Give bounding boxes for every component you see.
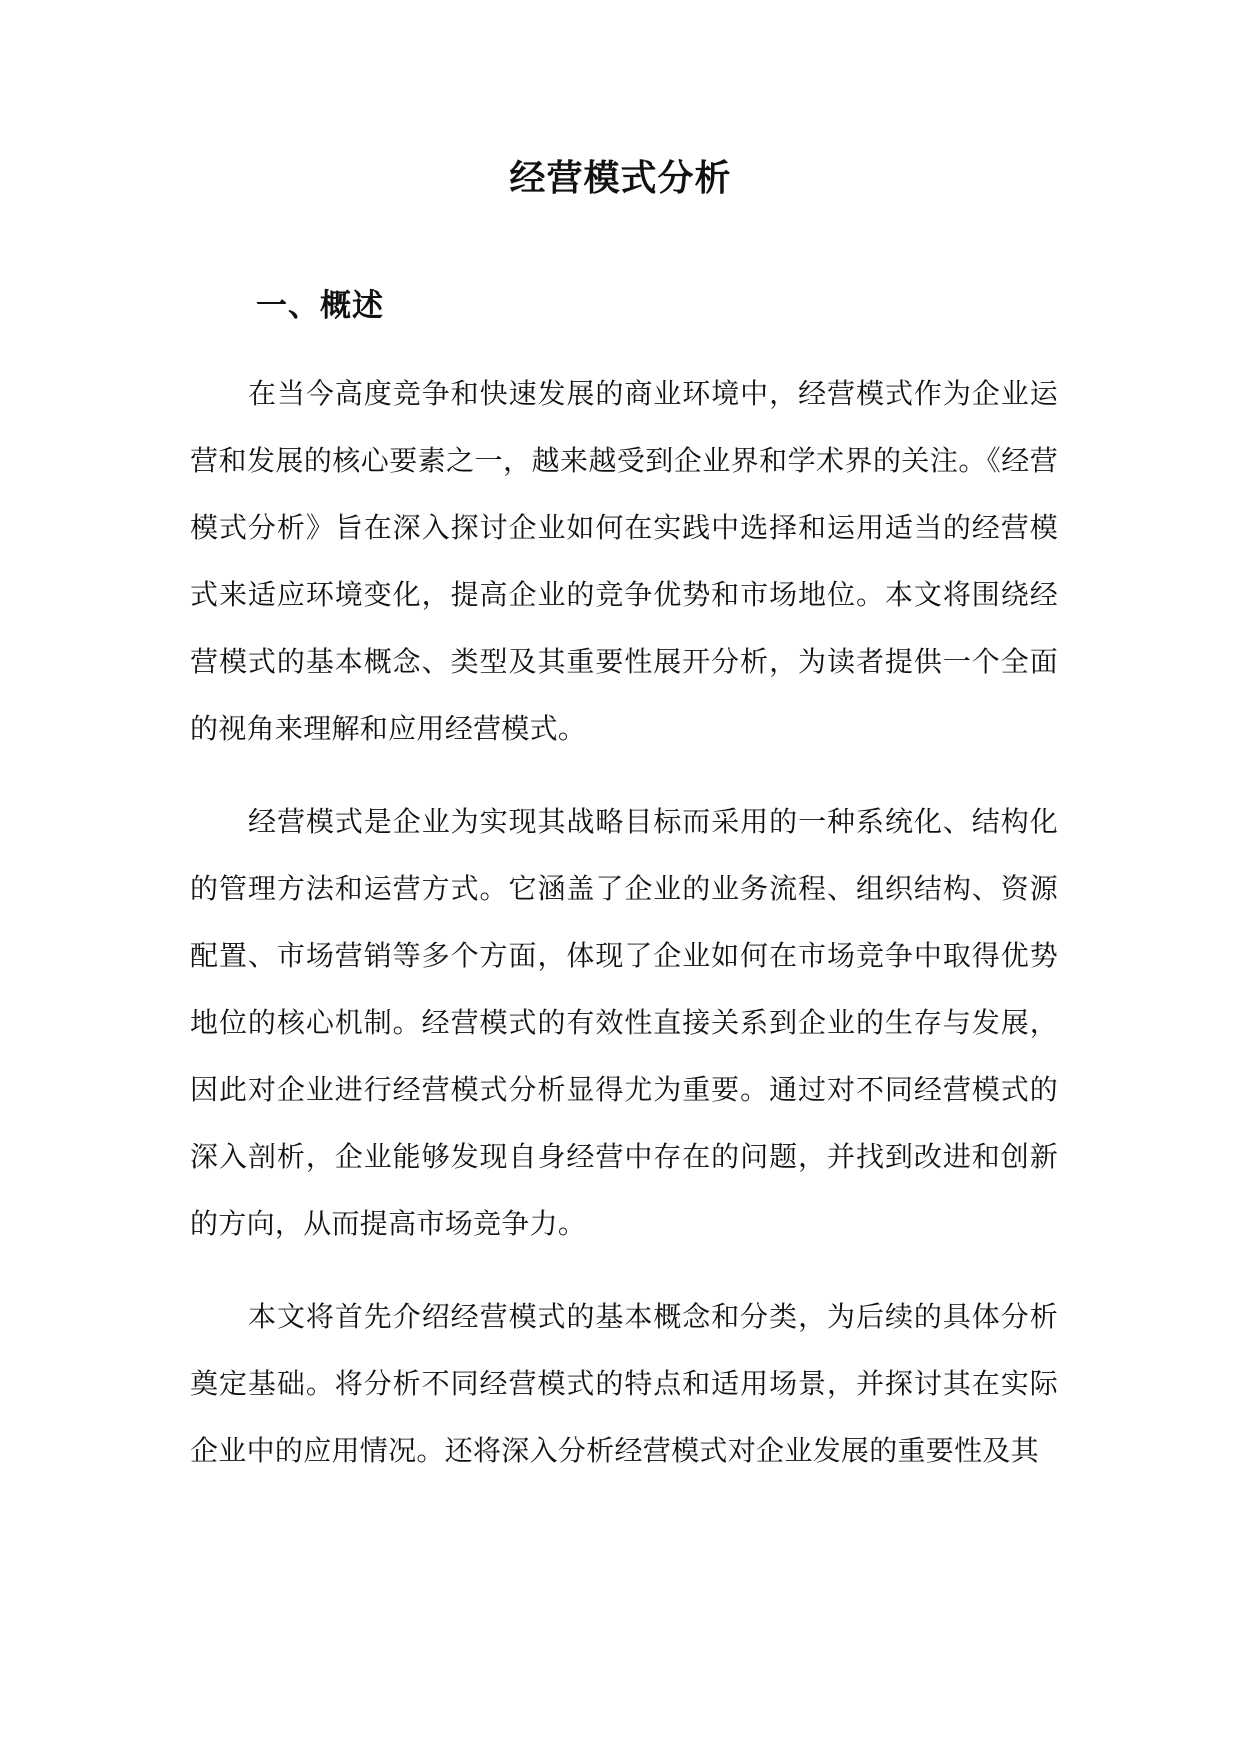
- body-text: [190, 360, 1058, 1510]
- paragraph: 经营模式是企业为实现其战略目标而采用的一种系统化、结构化的管理方法和运营方式。它涵盖了企业的业务流程、组织结构、资源配置、市场营销等多个方面，体现了企业如何在市场竞争中取得优势地位的核心机制。经营模式的有效性直接关系到企业的生存与发展，因此对企业进行经营模式分析显得尤为重要。通过对不同经营模式的深入剖析，企业能够发现自身经营中存在的问题，并找到改进和创新的方向，从而提高市场竞争力。: [190, 805, 1058, 1240]
- document-title: 经营模式分析: [509, 157, 732, 199]
- paragraph: 本文将首先介绍经营模式的基本概念和分类，为后续的具体分析奠定基础。将分析不同经营模式的特点和适用场景，并探讨其在实际企业中的应用情况。还将深入分析经营模式对企业发展的重要性及其: [190, 1300, 1058, 1467]
- paragraph: 在当今高度竞争和快速发展的商业环境中，经营模式作为企业运营和发展的核心要素之一，越来越受到企业界和学术界的关注。《经营模式分析》旨在深入探讨企业如何在实践中选择和运用适当的经营模式来适应环境变化，提高企业的竞争优势和市场地位。本文将围绕经营模式的基本概念、类型及其重要性展开分析，为读者提供一个全面的视角来理解和应用经营模式。: [190, 377, 1058, 745]
- section-heading-overview: 一、概述: [256, 288, 384, 324]
